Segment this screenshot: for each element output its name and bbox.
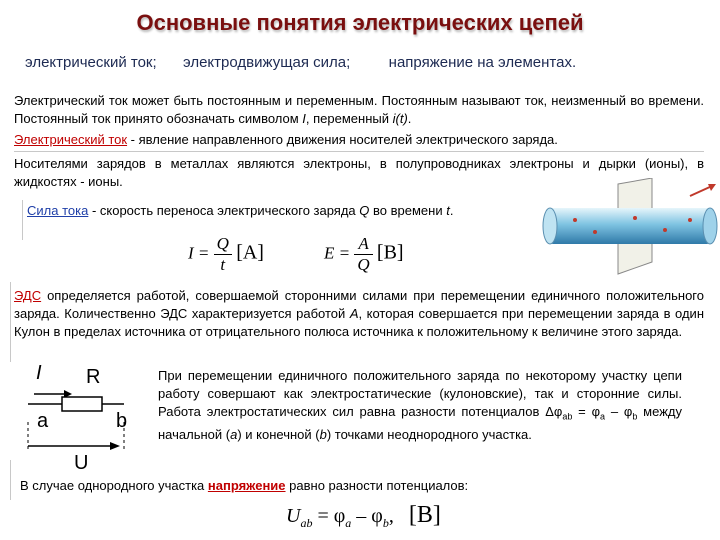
segment-minus: – φ: [605, 404, 633, 419]
emf-text2: , которая совершается при перемещении заряда в один Кулон в пределах источника от отрицательного полюса источника к положительному к величине этого заряда.: [14, 306, 704, 339]
segment-text: При перемещении единичного положительного заряда по некоторому участку цепи работу совершают как электростатические (кулоновские), так и сторонние силы. Работа электростатических сил равна разности потенциалов Δφ: [158, 368, 682, 419]
topic-voltage: напряжение на элементах.: [388, 54, 577, 71]
formula-voltage-sub-a: a: [345, 516, 352, 530]
sub-b: b: [632, 411, 638, 422]
voltage-arrow-head: [110, 442, 120, 450]
topic-emf: электродвижущая сила;: [183, 54, 351, 71]
conductor-illustration: [540, 178, 718, 278]
formula-emf-num: A: [354, 234, 372, 255]
formula-current-num: Q: [214, 234, 232, 255]
formula-emf-den: Q: [357, 255, 370, 274]
current-strength-term: Сила тока: [27, 203, 89, 218]
margin-line: [10, 460, 11, 500]
current-def-text: - явление направленного движения носителей электрического заряда.: [127, 132, 558, 147]
margin-line: [22, 200, 23, 240]
homogeneous-text: В случае однородного участка: [20, 478, 208, 493]
formula-emf-eq: =: [338, 243, 351, 263]
formula-voltage: [286, 502, 441, 531]
segment-text4: ) точками неоднородного участка.: [326, 426, 532, 442]
formula-emf-unit: [B]: [376, 241, 404, 264]
circuit-label-R: R: [86, 366, 101, 388]
current-strength-text2: во времени: [369, 203, 447, 218]
symbol-b: b: [319, 426, 327, 442]
sub-a: a: [600, 411, 606, 422]
emf-text: определяется работой, совершаемой сторонними силами при перемещении единичного положительного заряда. Количественно ЭДС характеризуется работой: [14, 288, 704, 321]
symbol-it: i(t): [392, 111, 408, 126]
emf-term: ЭДС: [14, 288, 42, 303]
current-term: Электрический ток: [14, 132, 128, 147]
conductor-end-right: [703, 208, 717, 244]
current-arrow: [690, 186, 712, 196]
formula-voltage-sub-b: b: [382, 516, 389, 530]
carriers-paragraph: Носителями зарядов в металлах являются электроны, в полупроводниках электроны и дырки (ионы), в жидкостях - ионы.: [14, 156, 704, 189]
formula-current-den: t: [220, 255, 226, 274]
subtitle-topics: [25, 54, 715, 71]
symbol-a: a: [230, 426, 238, 442]
intro-mid: , переменный: [305, 111, 393, 126]
formula-voltage-minus: – φ: [351, 505, 383, 527]
segment-eq: = φ: [572, 404, 601, 419]
formula-emf: [324, 234, 404, 275]
formula-emf-lhs: E: [324, 243, 335, 263]
current-strength-paragraph: [27, 202, 507, 220]
conductor-cylinder: [550, 208, 710, 244]
symbol-I: I: [302, 111, 306, 126]
circuit-label-a: a: [37, 410, 49, 432]
formula-current-fraction: [214, 234, 232, 275]
intro-paragraph: [14, 92, 704, 128]
sub-ab: ab: [562, 411, 573, 422]
divider: [14, 151, 704, 152]
page-title: Основные понятия электрических цепей: [136, 10, 584, 35]
circuit-label-U: U: [74, 452, 89, 474]
symbol-t: t: [446, 203, 450, 218]
homogeneous-text2: равно разности потенциалов:: [285, 478, 469, 493]
formula-voltage-comma: ,: [388, 505, 394, 527]
formula-current-eq: =: [197, 243, 210, 263]
formula-current: [188, 234, 264, 275]
resistor-symbol: [62, 397, 102, 411]
margin-line: [10, 282, 11, 362]
current-strength-text: - скорость переноса электрического заряда: [88, 203, 360, 218]
formula-current-unit: [A]: [236, 241, 264, 264]
symbol-Q: Q: [359, 203, 370, 218]
voltage-term: напряжение: [207, 478, 286, 493]
formula-current-lhs: I: [188, 243, 194, 263]
segment-text3: ) и конечной (: [237, 426, 320, 442]
conductor-end-left: [543, 208, 557, 244]
formula-emf-fraction: [354, 234, 372, 275]
intro-text: Электрический ток может быть постоянным и переменным. Постоянным называют ток, неизменный во времени. Постоянный ток принято обозначать символом: [14, 93, 704, 126]
formula-voltage-eq: = φ: [312, 505, 346, 527]
formula-voltage-sub-ab: ab: [300, 516, 313, 530]
segment-text2: между начальной (: [158, 404, 682, 442]
homogeneous-paragraph: [20, 477, 620, 495]
emf-paragraph: [14, 287, 704, 341]
segment-paragraph: [158, 367, 682, 444]
current-definition: [14, 131, 704, 149]
formula-voltage-unit: [B]: [408, 502, 441, 528]
symbol-A: A: [349, 306, 359, 321]
circuit-label-b: b: [116, 410, 128, 432]
formula-voltage-U: U: [286, 505, 301, 527]
circuit-label-I: I: [36, 362, 42, 384]
topic-current: электрический ток;: [25, 54, 157, 71]
intro-end: .: [407, 111, 412, 126]
current-strength-end: .: [449, 203, 454, 218]
